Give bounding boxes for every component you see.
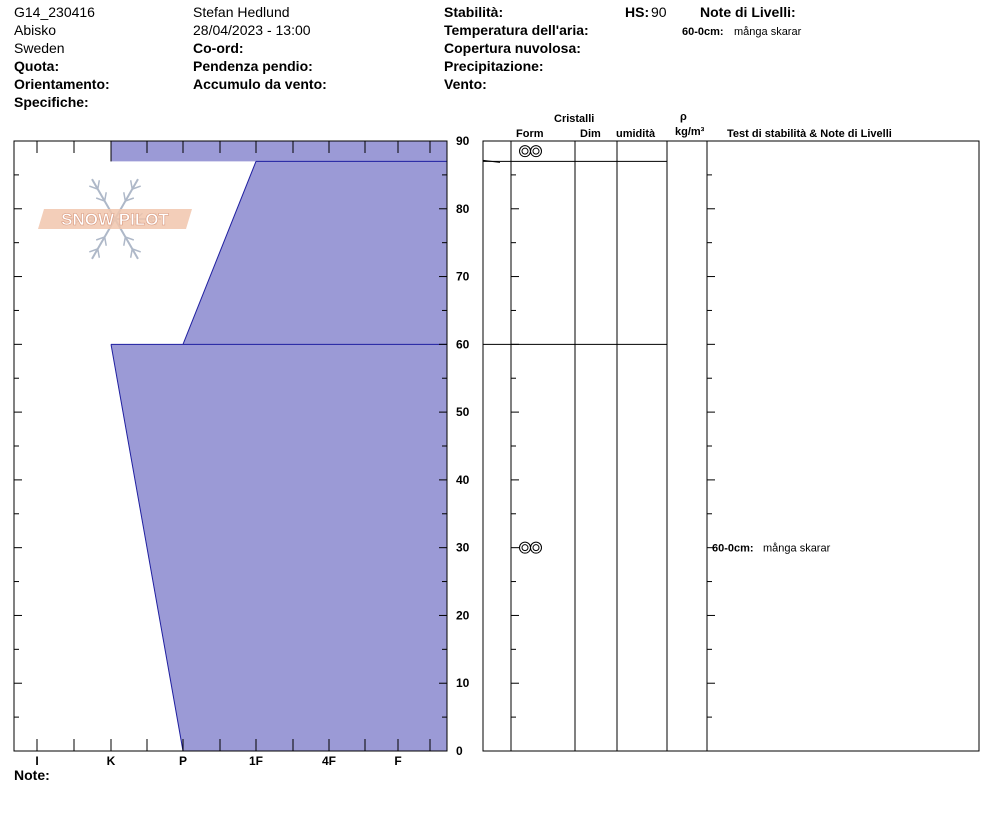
stability-note-text: många skarar bbox=[763, 542, 831, 555]
cloud-cover-label: Copertura nuvolosa: bbox=[444, 40, 581, 56]
logo-text: SNOW PILOT bbox=[61, 210, 169, 229]
depth-tick-label: 30 bbox=[456, 540, 470, 555]
hardness-tick-label: 1F bbox=[248, 754, 264, 768]
depth-tick-label: 40 bbox=[456, 472, 470, 487]
table-frame bbox=[483, 141, 979, 751]
snowflake-branch bbox=[131, 249, 133, 258]
pit-id: G14_230416 bbox=[14, 4, 95, 20]
snowflake-branch bbox=[131, 180, 133, 189]
hs-label: HS: bbox=[625, 4, 650, 20]
snowpilot-logo bbox=[38, 179, 192, 259]
slope-angle-label: Pendenza pendio: bbox=[193, 58, 313, 74]
hardness-tick-label: P bbox=[178, 754, 188, 768]
form-header: Form bbox=[516, 128, 544, 140]
depth-tick-label: 70 bbox=[456, 269, 470, 284]
grain-outer-circle bbox=[531, 542, 542, 553]
aspect-label: Orientamento: bbox=[14, 76, 110, 92]
snowflake-branch bbox=[124, 192, 126, 201]
air-temperature-label: Temperatura dell'aria: bbox=[444, 22, 589, 38]
size-header: Dim bbox=[580, 128, 601, 140]
rounded-grains-icon bbox=[520, 146, 542, 157]
specifics-label: Specifiche: bbox=[14, 94, 89, 110]
density-symbol: ρ bbox=[680, 111, 687, 123]
rounded-grains-icon bbox=[520, 542, 542, 553]
notes-label: Note: bbox=[14, 767, 50, 783]
stability-label: Stabilità: bbox=[444, 4, 504, 20]
moisture-header: umidità bbox=[616, 128, 656, 140]
snowflake-branch bbox=[98, 180, 100, 189]
elevation-label: Quota: bbox=[14, 58, 60, 74]
depth-tick-label: 90 bbox=[456, 134, 470, 148]
snowflake-branch bbox=[105, 192, 107, 201]
depth-tick-label: 80 bbox=[456, 201, 470, 216]
grain-outer-circle bbox=[520, 146, 531, 157]
grain-inner-circle bbox=[522, 148, 528, 154]
depth-tick-label: 60 bbox=[456, 337, 470, 352]
depth-tick-label: 20 bbox=[456, 608, 470, 623]
wind-label: Vento: bbox=[444, 76, 487, 92]
hs-value: 90 bbox=[651, 4, 667, 20]
layer-0 bbox=[111, 141, 447, 161]
hardness-tick-label: 4F bbox=[321, 754, 337, 768]
grain-inner-circle bbox=[533, 545, 539, 551]
snowflake-branch bbox=[105, 237, 107, 246]
density-unit: kg/m³ bbox=[675, 126, 705, 138]
depth-tick-label: 0 bbox=[456, 744, 463, 758]
grain-inner-circle bbox=[533, 148, 539, 154]
grain-outer-circle bbox=[520, 542, 531, 553]
stability-notes-header: Test di stabilità & Note di Livelli bbox=[727, 128, 892, 140]
layer-notes-title: Note di Livelli: bbox=[700, 4, 796, 20]
observation-datetime: 28/04/2023 - 13:00 bbox=[193, 22, 311, 38]
grain-outer-circle bbox=[531, 146, 542, 157]
observer-name: Stefan Hedlund bbox=[193, 4, 290, 20]
snowflake-branch bbox=[98, 249, 100, 258]
snowflake-branch bbox=[124, 237, 126, 246]
crystals-header: Cristalli bbox=[554, 113, 595, 125]
country: Sweden bbox=[14, 40, 65, 56]
stability-note-depth: 60-0cm: bbox=[712, 542, 754, 555]
coordinates-label: Co-ord: bbox=[193, 40, 244, 56]
depth-tick-label: 50 bbox=[456, 405, 470, 420]
location: Abisko bbox=[14, 22, 57, 38]
grain-inner-circle bbox=[522, 545, 528, 551]
hardness-tick-label: F bbox=[394, 754, 402, 768]
wind-loading-label: Accumulo da vento: bbox=[193, 76, 327, 92]
hardness-tick-label: I bbox=[35, 754, 39, 768]
layer-note-depth: 60-0cm: bbox=[682, 26, 724, 38]
layer-1 bbox=[183, 161, 447, 344]
layer-note-text: många skarar bbox=[734, 26, 802, 38]
precipitation-label: Precipitazione: bbox=[444, 58, 544, 74]
layer-2 bbox=[111, 344, 447, 751]
depth-tick-label: 10 bbox=[456, 676, 470, 691]
hardness-tick-label: K bbox=[106, 754, 116, 768]
